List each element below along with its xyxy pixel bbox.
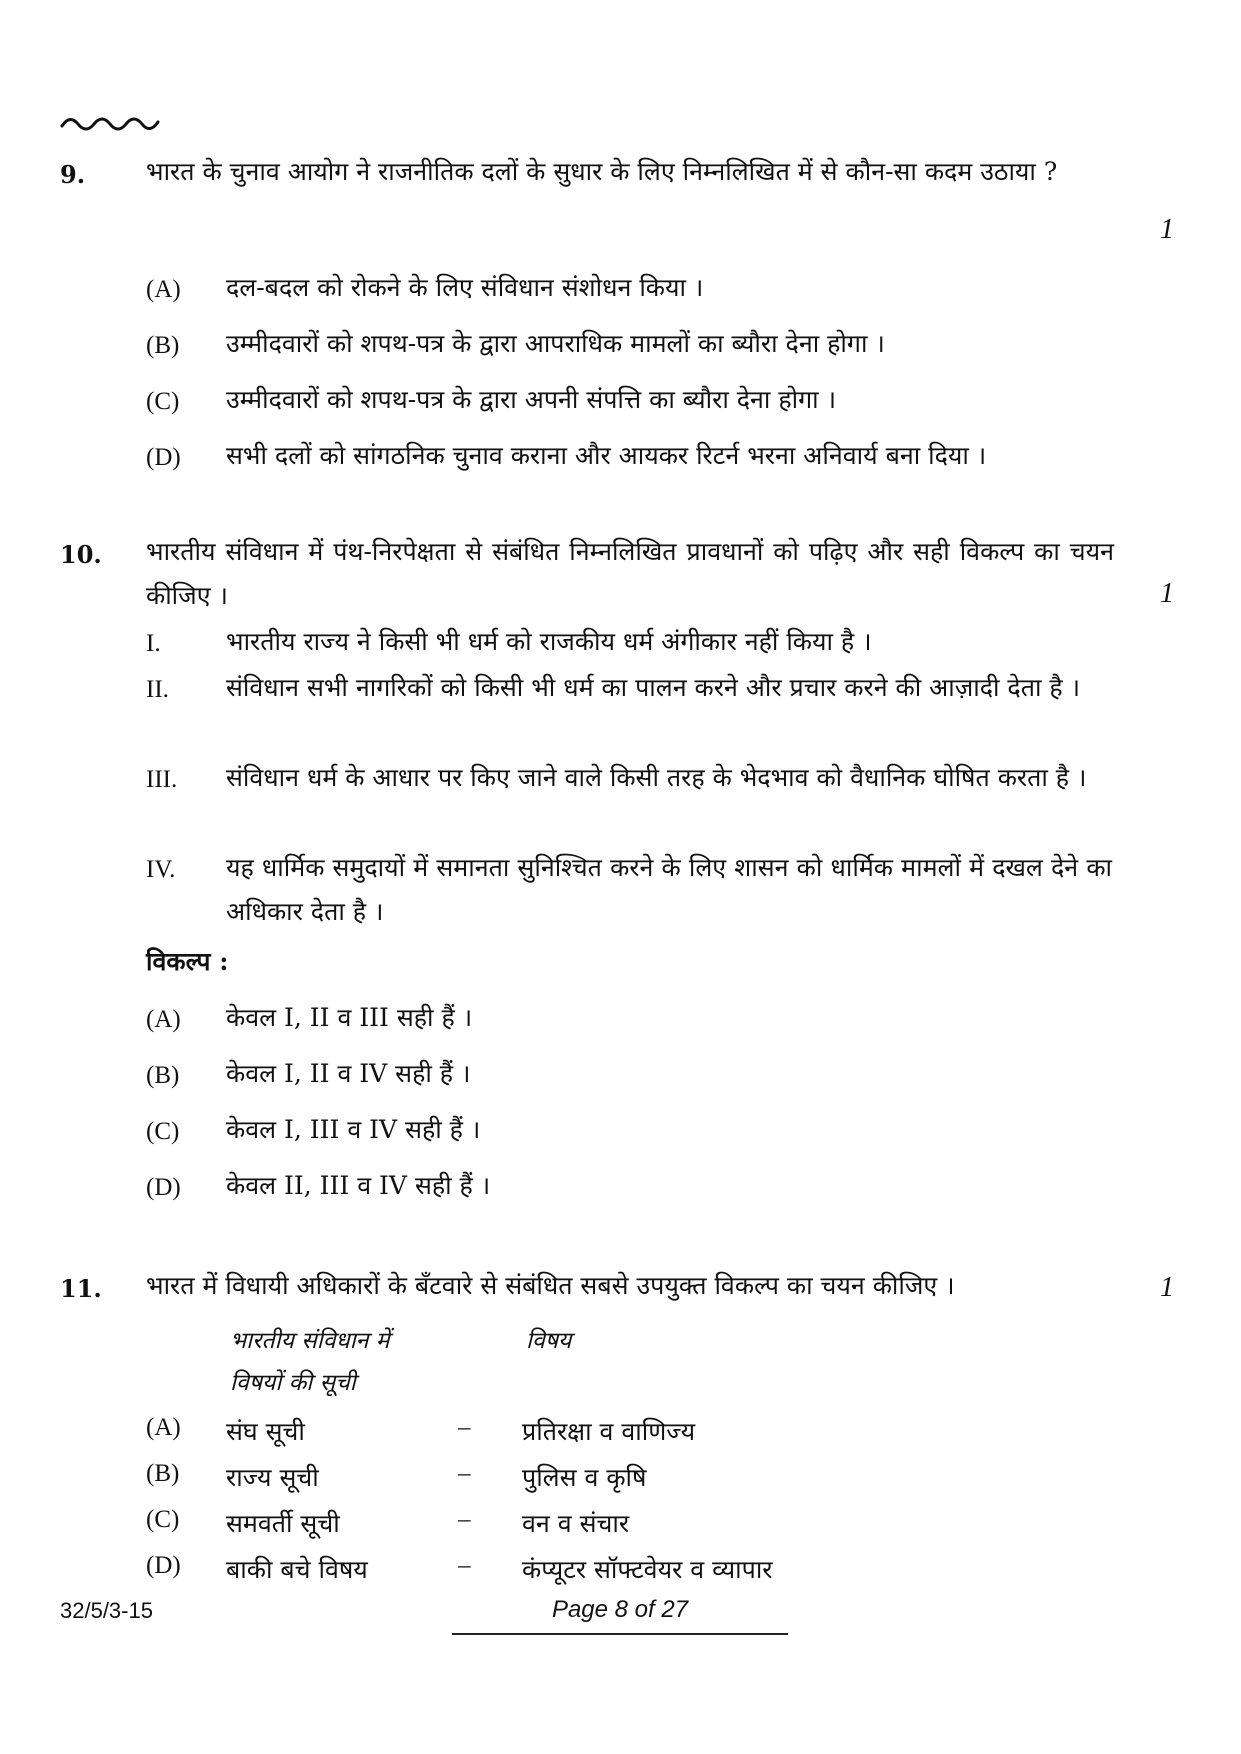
match-row-subject: वन व संचार	[522, 1509, 630, 1538]
match-row-list: संघ सूची	[226, 1417, 305, 1446]
statement-label: IV.	[146, 856, 176, 883]
question-9-option-label: (A)	[146, 276, 181, 303]
question-10-text: भारतीय संविधान में पंथ-निरपेक्षता से संबंधित निम्नलिखित प्रावधानों को पढ़िए और सही विकल्प का चयन कीजिए ।	[146, 537, 1114, 610]
column-heading-list: भारतीय संविधान में	[230, 1328, 390, 1354]
question-9-option-label: (C)	[146, 388, 180, 415]
match-row-label: (D)	[146, 1552, 181, 1579]
statement-text: यह धार्मिक समुदायों में समानता सुनिश्चित करने के लिए शासन को धार्मिक मामलों में दखल देने का अधिकार देता है ।	[226, 853, 1112, 926]
question-11-number: 11.	[60, 1274, 102, 1303]
paper-code: 32/5/3-15	[60, 1598, 153, 1623]
match-row-dash: –	[458, 1460, 471, 1487]
question-10-option-label: (A)	[146, 1006, 181, 1033]
match-row-label: (C)	[146, 1506, 180, 1533]
question-10-option-label: (D)	[146, 1174, 181, 1201]
wave-ornament-icon	[60, 112, 160, 136]
match-row-list: समवर्ती सूची	[226, 1509, 340, 1538]
question-10-option-label: (B)	[146, 1062, 180, 1089]
column-heading-subject: विषय	[526, 1328, 572, 1354]
question-10-option-text: केवल I, II व III सही हैं ।	[226, 1003, 473, 1032]
question-9-option-text: सभी दलों को सांगठनिक चुनाव कराना और आयकर रिटर्न भरना अनिवार्य बना दिया ।	[226, 441, 987, 470]
footer-divider	[452, 1633, 788, 1635]
statement-label: I.	[146, 630, 161, 657]
question-9-option-text: दल-बदल को रोकने के लिए संविधान संशोधन किया ।	[226, 273, 704, 302]
question-10-option-text: केवल I, III व IV सही हैं ।	[226, 1115, 481, 1144]
statement-text: संविधान सभी नागरिकों को किसी भी धर्म का पालन करने और प्रचार करने की आज़ादी देता है ।	[226, 673, 1081, 702]
match-row-subject: कंप्यूटर सॉफ्टवेयर व व्यापार	[522, 1555, 773, 1584]
match-row-dash: –	[458, 1414, 471, 1441]
statement-label: III.	[146, 766, 178, 793]
match-row-subject: पुलिस व कृषि	[522, 1463, 647, 1492]
question-9-text: भारत के चुनाव आयोग ने राजनीतिक दलों के सुधार के लिए निम्नलिखित में से कौन-सा कदम उठाया ?	[146, 157, 1058, 186]
question-11-marks: 1	[1160, 1272, 1174, 1303]
statement-label: II.	[146, 676, 169, 703]
options-heading: विकल्प :	[146, 947, 229, 976]
question-9-option-label: (D)	[146, 444, 181, 471]
question-9-option-label: (B)	[146, 332, 180, 359]
question-10-option-text: केवल I, II व IV सही हैं ।	[226, 1059, 471, 1088]
match-row-list: बाकी बचे विषय	[226, 1555, 368, 1584]
question-9-option-text: उम्मीदवारों को शपथ-पत्र के द्वारा अपनी संपत्ति का ब्यौरा देना होगा ।	[226, 385, 837, 414]
match-row-list: राज्य सूची	[226, 1463, 319, 1492]
question-9-marks: 1	[1160, 214, 1174, 245]
question-11-text: भारत में विधायी अधिकारों के बँटवारे से संबंधित सबसे उपयुक्त विकल्प का चयन कीजिए ।	[146, 1271, 955, 1300]
question-10-marks: 1	[1160, 578, 1174, 609]
question-10-option-text: केवल II, III व IV सही हैं ।	[226, 1171, 491, 1200]
match-row-dash: –	[458, 1506, 471, 1533]
statement-text: भारतीय राज्य ने किसी भी धर्म को राजकीय धर्म अंगीकार नहीं किया है ।	[226, 627, 872, 656]
question-9-number: 9.	[60, 160, 86, 189]
question-10-number: 10.	[60, 540, 102, 569]
statement-text: संविधान धर्म के आधार पर किए जाने वाले किसी तरह के भेदभाव को वैधानिक घोषित करता है ।	[226, 763, 1087, 792]
question-10-option-label: (C)	[146, 1118, 180, 1145]
match-row-label: (A)	[146, 1414, 181, 1441]
match-row-label: (B)	[146, 1460, 180, 1487]
column-heading-list-line2: विषयों की सूची	[230, 1370, 356, 1396]
match-row-dash: –	[458, 1552, 471, 1579]
question-9-option-text: उम्मीदवारों को शपथ-पत्र के द्वारा आपराधिक मामलों का ब्यौरा देना होगा ।	[226, 329, 885, 358]
page-number: Page 8 of 27	[551, 1596, 689, 1623]
match-row-subject: प्रतिरक्षा व वाणिज्य	[522, 1417, 696, 1446]
